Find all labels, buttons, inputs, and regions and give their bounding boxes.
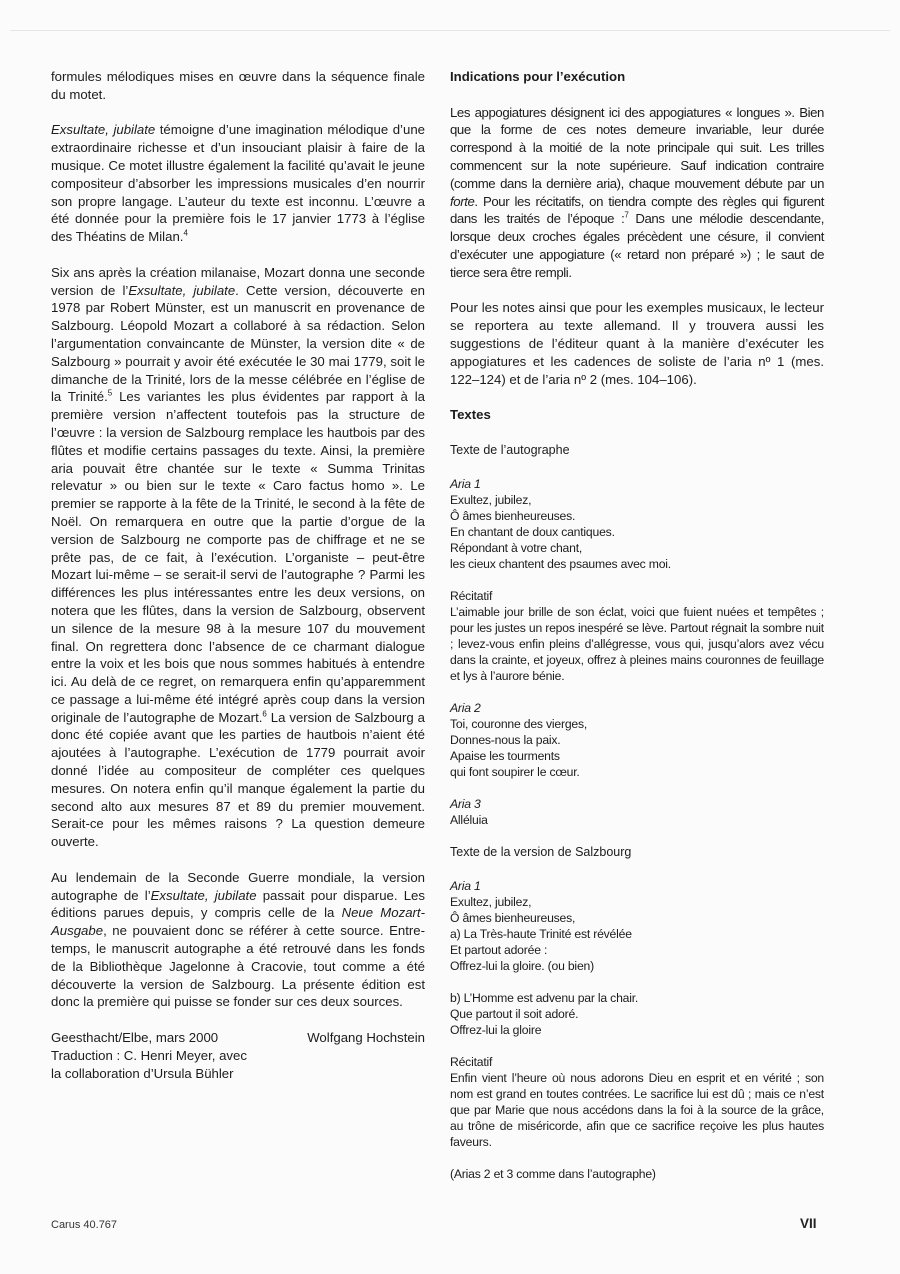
- paragraph-notes: Pour les notes ainsi que pour les exemples musicaux, le lecteur se reportera au texte allemand. Il y trouvera aussi les suggestions de l’éditeur quant à la manière d’exécuter les appogiatures et les cadences de soliste de l’aria nº 1 (mes. 122–124) et de l’aria nº 2 (mes. 104–106).: [450, 300, 824, 387]
- text: La version de Salzbourg a donc été copiée avant que les parties de hautbois n’aient été ajoutées à l’autographe. L’exécution de 1779 pourrait avoir donné l’idée au compositeur de compléter ces quelques mesures. On notera enfin qu’il manque également la partie du second alto aux mesures 87 et 89 du premier mouvement. Serait-ce pour les mêmes raisons ? La question demeure ouverte.: [51, 709, 425, 850]
- heading-execution: Indications pour l’exécution: [450, 69, 626, 84]
- text: Six ans après la création milanaise, Mozart donna une seconde version de l’: [51, 264, 425, 298]
- paragraph-appoggiatures: [450, 104, 824, 282]
- aria-title: Aria 1: [450, 476, 481, 491]
- closing-note: [450, 1166, 824, 1182]
- text: Au lendemain de la Seconde Guerre mondiale, la version autographe de l’: [51, 869, 425, 903]
- recitative-title: Récitatif: [450, 1054, 493, 1069]
- recitative-text: Enfin vient l’heure où nous adorons Dieu en esprit et en vérité ; son nom est grand en toutes contrées. Le sacrifice lui est dû ; mais ce n’est que par Marie que nous accédons dans la foi à la source de la grâce, au trône de miséricorde, afin que ce sacrifice reçoive les plus hautes faveurs.: [450, 1070, 824, 1149]
- catalog-number: Carus 40.767: [51, 1219, 118, 1231]
- verse-line: Apaise les tourments: [450, 748, 560, 763]
- aria-title: Aria 1: [450, 878, 481, 893]
- verse-line-with-alternative: [450, 958, 775, 974]
- arias-note: (Arias 2 et 3 comme dans l’autographe): [450, 1166, 656, 1181]
- text: Les variantes les plus évidentes par rapport à la première version n’affectent toutefois pas la structure de l’œuvre : la version de Salzbourg remplace les hautbois par des flûtes et modifie certains passages du texte. Ainsi, la première aria pouvait être chantée sur le texte « Summa Trinitas relevatur » ou bien sur le texte « Caro factus homo ». Le premier se rapporte à la fête de la Trinité, le second à la fête de Noël. On remarquera en outre que la partie d’orgue de la version de Salzbourg ne comporte pas de chiffrage et ne se prête pas, de ce fait, à l’exécution. L’organiste – peut-être Mozart lui-même – se serait-il servi de l’autographe ? Parmi les différences les plus intéressantes entre les deux versions, on notera que les flûtes, dans la version de Salzbourg, observent un silence de la mesure 98 à la mesure 107 du mouvement final. On regrettera donc l’absence de ce charmant dialogue entre la voix et les bois que nous sommes habitués à entendre ici. Au delà de ce regret, on remarquera enfin qu’apparemment ce passage a lui-même été intégré après coup dans la version originale de l’autographe de Mozart.: [51, 389, 425, 725]
- aria1-salzburg-variant-b: [450, 990, 824, 1038]
- text: . Pour les récitatifs, on tiendra compte des règles qui figurent dans les traités de l’époque :: [450, 193, 824, 227]
- verse-line: Donnes-nous la paix.: [450, 732, 561, 747]
- verse-line: Et partout adorée :: [450, 942, 548, 957]
- verse-line: Répondant à votre chant,: [450, 540, 583, 555]
- place-date: Geesthacht/Elbe, mars 2000: [51, 1030, 219, 1046]
- aria1-autograph: [450, 476, 824, 572]
- top-rule: [10, 30, 890, 31]
- text: formules mélodiques mises en œuvre dans la séquence finale du motet.: [51, 69, 425, 102]
- footnote-ref: 7: [624, 210, 629, 220]
- verse-line: Toi, couronne des vierges,: [450, 716, 588, 731]
- term: forte: [450, 193, 475, 209]
- text: Les appogiatures désignent ici des appogiatures « longues ». Bien que la forme de ces notes demeure invariable, leur durée correspond à la moitié de la note principale qui suit. Les trilles commencent sur la note supérieure. Sauf indication contraire (comme dans la dernière aria), chaque mouvement débute par un: [450, 104, 824, 191]
- verse-line: Ô âmes bienheureuses.: [450, 508, 576, 523]
- footnote-ref: 6: [262, 709, 267, 719]
- verse-line: b) L’Homme est advenu par la chair.: [450, 990, 639, 1005]
- paragraph-intro-end: [51, 68, 425, 104]
- aria-title: Aria 2: [450, 700, 481, 715]
- aria3-autograph: [450, 796, 824, 828]
- recitative-title: Récitatif: [450, 588, 493, 603]
- edition-title: Neue Mozart-Ausgabe: [51, 905, 425, 939]
- translator-line: Traduction : C. Henri Meyer, avec: [51, 1047, 247, 1063]
- verse-line: Que partout il soit adoré.: [450, 1006, 579, 1021]
- paragraph-sources: [51, 869, 425, 1011]
- verse-line: Exultez, jubilez,: [450, 894, 532, 909]
- aria-title: Aria 3: [450, 796, 481, 811]
- label-autograph: Texte de l’autographe: [450, 442, 570, 457]
- paragraph-exsultate: [51, 121, 425, 246]
- heading-textes: Textes: [450, 407, 491, 423]
- label-salzburg: Texte de la version de Salzbourg: [450, 844, 632, 859]
- page-number: VII: [800, 1216, 817, 1231]
- verse-line: Offrez-lui la gloire.: [450, 958, 545, 973]
- work-title: Exsultate, jubilate: [51, 122, 156, 138]
- right-column: [450, 68, 824, 1198]
- recitative-text: L’aimable jour brille de son éclat, voici que fuient nuées et tempêtes ; pour les justes un repos inespéré se lève. Partout régnait la sombre nuit ; levez-vous enfin pleins d’allégresse, vous qui, jusqu’alors avez vécu dans la crainte, et joyeux, offrez à pleines mains couronnes de feuillage et lys à l’aurore bénie.: [450, 604, 824, 683]
- verse-line: Alléluia: [450, 812, 488, 827]
- text: témoigne d’une imagination mélodique d’une extraordinaire richesse et d’un insouciant plaisir à faire de la musique. Ce motet illustre également la facilité qu’avait le jeune compositeur d’absorber les impressions musicales d’en nourrir son propre langage. L’auteur du texte est inconnu. L’œuvre a été donnée pour la première fois le 17 janvier 1773 à l’église des Théatins de Milan.: [51, 122, 425, 245]
- footnote-ref: 4: [183, 228, 188, 238]
- verse-line: a) La Très-haute Trinité est révélée: [450, 926, 632, 941]
- signature-block: [51, 1029, 425, 1082]
- alternative-note: (ou bien): [547, 958, 594, 973]
- left-column: [51, 68, 425, 1082]
- verse-line: En chantant de doux cantiques.: [450, 524, 615, 539]
- verse-line: Exultez, jubilez,: [450, 492, 532, 507]
- verse-line: qui font soupirer le cœur.: [450, 764, 580, 779]
- recitative-salzburg: [450, 1054, 824, 1150]
- collaboration-line: la collaboration d’Ursula Bühler: [51, 1065, 234, 1081]
- text: . Cette version, découverte en 1978 par Robert Münster, est un manuscrit en provenance de Salzbourg. Léopold Mozart a collaboré à sa rédaction. Selon l’argumentation convaincante de Münster, la version dite « de Salzbourg » pourrait y avoir été exécutée le 30 mai 1779, soit le dimanche de la Trinité, lors de la messe célébrée en l’église de la Trinité.: [51, 282, 425, 405]
- text: passait pour disparue. Les éditions parues depuis, y compris celle de la: [51, 887, 425, 921]
- text: Dans une mélodie descendante, lorsque deux croches égales précèdent une césure, il convient d’exécuter une appogiature (« retard non préparé ») ; le saut de tierce sera être rempli.: [450, 211, 824, 280]
- aria1-salzburg: [450, 878, 824, 974]
- author-name: Wolfgang Hochstein: [307, 1030, 425, 1046]
- verse-line: Offrez-lui la gloire: [450, 1022, 542, 1037]
- text: , ne pouvaient donc se référer à cette source. Entre-temps, le manuscrit autographe a été retrouvé dans les fonds de la Bibliothèque Jagelonne à Cracovie, tout comme a été découverte la version de Salzbourg. La présente édition est donc la première qui puisse se fonder sur ces deux sources.: [51, 923, 425, 1010]
- paragraph-salzburg-version: [51, 264, 425, 851]
- aria2-autograph: [450, 700, 824, 780]
- work-title: Exsultate, jubilate: [128, 282, 236, 298]
- verse-line: les cieux chantent des psaumes avec moi.: [450, 556, 671, 571]
- verse-line: Ô âmes bienheureuses,: [450, 910, 576, 925]
- work-title: Exsultate, jubilate: [150, 887, 257, 903]
- footnote-ref: 5: [107, 388, 113, 398]
- recitative-autograph: [450, 588, 824, 684]
